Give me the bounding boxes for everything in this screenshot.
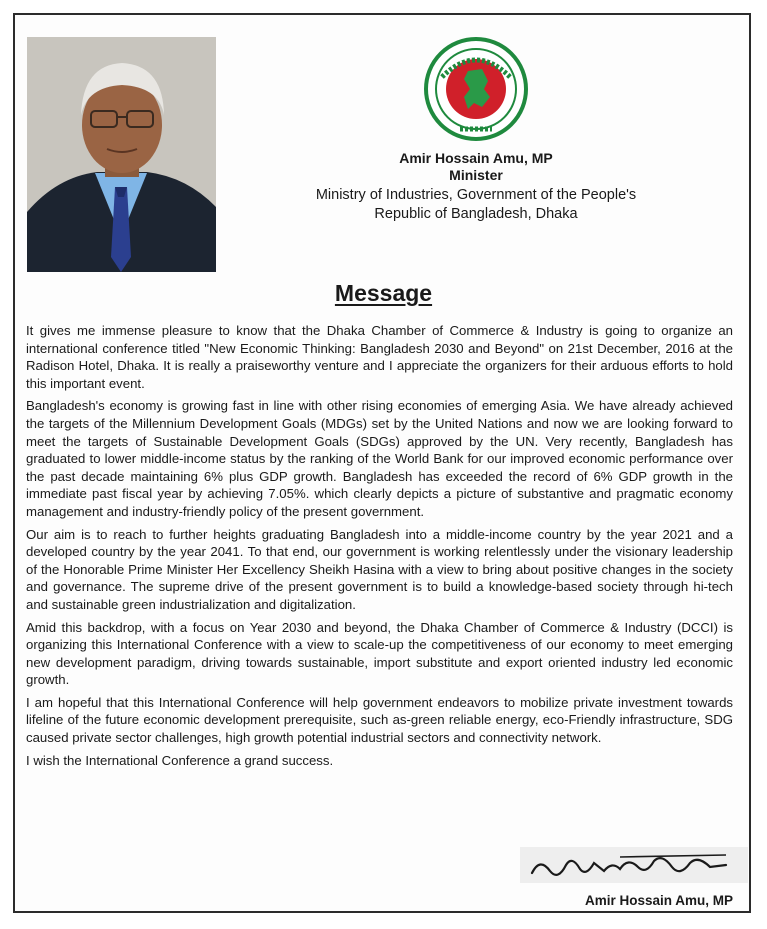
message-title-text: Message — [334, 280, 433, 306]
minister-designation: Minister — [449, 167, 503, 183]
minister-portrait-photo — [27, 37, 216, 272]
ministry-line-2: Republic of Bangladesh, Dhaka — [374, 206, 578, 222]
message-paragraph: Our aim is to reach to further heights graduating Bangladesh into a middle-income country by the year 2021 and a developed country by the year 2041. To that end, our government is working relentlessly under the visionary leadership of the Honorable Prime Minister Her Excellency Sheikh Hasina with a view to bring about positive changes in the society and governance. The supreme drive of the present government is to build a knowledge-based society through hi-tech and sustainable green industrialization and digitalization. — [26, 526, 733, 612]
message-paragraph: I am hopeful that this International Conference will help government endeavors to mobilize private investment towards lifeline of the future economic development prerequisite, such as-green reliable energy, eco-Friendly infrastructure, SDG caused private sector challenges, high growth potential industrial sectors and connectivity network. — [26, 694, 733, 746]
message-paragraph: I wish the International Conference a grand success. — [26, 752, 334, 768]
message-paragraph: Bangladesh's economy is growing fast in line with other rising economies of emerging Asia. We have already achieved the targets of the Millennium Development Goals (MDGs) set by the United Nations and now we are looking forward to meet the targets of Sustainable Development Goals (SDGs) approved by the UN. Very recently, Bangladesh has graduated to lower middle-income status by the ranking of the World Bank for our improved economic performance over the past decade maintaining 6% plus GDP growth. Bangladesh has exceeded the record of 6% GDP growth in the immediate past fiscal year by achieving 7.05%. which clearly depicts a picture of substantive and pragmatic economy management and industry-friendly policy of the present government. — [26, 398, 733, 519]
government-of-bangladesh-seal-icon — [424, 37, 528, 141]
signatory-name: Amir Hossain Amu, MP — [584, 893, 733, 908]
handwritten-signature — [520, 843, 748, 887]
minister-name: Amir Hossain Amu, MP — [399, 150, 553, 166]
message-title — [0, 280, 767, 307]
message-paragraph: It gives me immense pleasure to know that the Dhaka Chamber of Commerce & Industry is going to organize an international conference titled "New Economic Thinking: Bangladesh 2030 and Beyond" on 21st December, 2016 at the Radison Hotel, Dhaka. It is really a praiseworthy venture and I appreciate the organizers for their arduous efforts to hold this important event. — [26, 323, 733, 391]
portrait-illustration — [27, 37, 216, 272]
minister-header — [266, 150, 686, 224]
ministry-line-1: Ministry of Industries, Government of the People's — [315, 187, 637, 203]
message-body — [26, 322, 733, 774]
message-paragraph: Amid this backdrop, with a focus on Year 2030 and beyond, the Dhaka Chamber of Commerce & Industry (DCCI) is organizing this International Conference with a view to scale-up the competitiveness of our economy to meet emerging new development paradigm, driving towards sustainable, import substitute and export oriented industry led economic growth. — [26, 619, 733, 688]
